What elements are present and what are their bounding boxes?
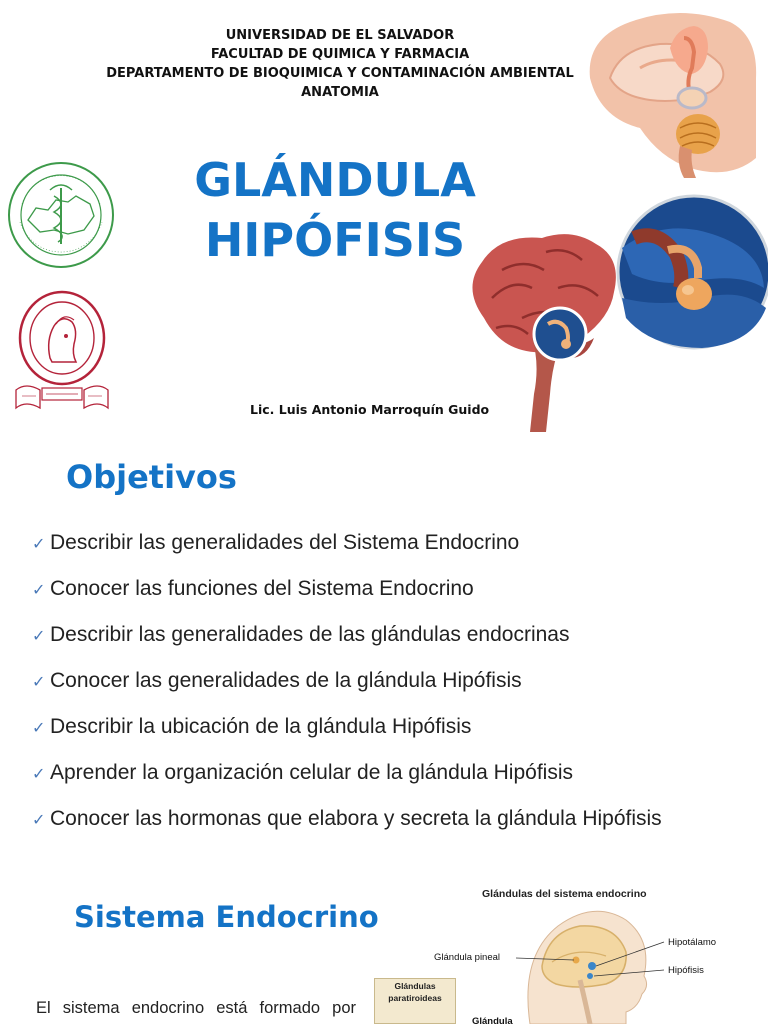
- list-item: [32, 566, 662, 612]
- list-item: [32, 750, 662, 796]
- objectives-title: Objetivos: [66, 458, 237, 496]
- endocrine-title: Sistema Endocrino: [74, 900, 379, 934]
- objective-text: Describir las generalidades del Sistema Endocrino: [50, 531, 520, 554]
- label-hipotalamo: Hipotálamo: [668, 937, 717, 948]
- paratiroideas-box: [374, 978, 456, 1024]
- objectives-list: [32, 520, 662, 842]
- checkmark-icon: ✓: [32, 763, 46, 783]
- objectives-slide: [0, 432, 768, 864]
- list-item: [32, 520, 662, 566]
- institution-header: [90, 26, 590, 102]
- objective-text: Conocer las hormonas que elabora y secreta la glándula Hipófisis: [50, 807, 662, 830]
- label-glandula: Glándula: [472, 1016, 513, 1024]
- label-paratiroideas-line2: paratiroideas: [388, 993, 442, 1003]
- brain-sagittal-icon: [580, 8, 758, 180]
- header-line-faculty: FACULTAD DE QUIMICA Y FARMACIA: [210, 47, 470, 62]
- checkmark-icon: ✓: [32, 625, 46, 645]
- checkmark-icon: ✓: [32, 717, 46, 737]
- figure-title: Glándulas del sistema endocrino: [482, 888, 647, 900]
- header-line-subject: ANATOMIA: [301, 85, 379, 100]
- objective-text: Conocer las generalidades de la glándula Hipófisis: [50, 669, 522, 692]
- list-item: [32, 796, 662, 842]
- checkmark-icon: ✓: [32, 809, 46, 829]
- objective-text: Describir las generalidades de las glándulas endocrinas: [50, 623, 570, 646]
- title-slide: [0, 0, 768, 432]
- title-line-1: GLÁNDULA: [194, 153, 476, 207]
- checkmark-icon: ✓: [32, 533, 46, 553]
- author-name: Lic. Luis Antonio Marroquín Guido: [250, 402, 490, 417]
- objective-text: Aprender la organización celular de la glándula Hipófisis: [50, 761, 573, 784]
- objective-text: Conocer las funciones del Sistema Endocrino: [50, 577, 474, 600]
- endocrine-body-text: El sistema endocrino está formado por: [36, 999, 356, 1017]
- checkmark-icon: ✓: [32, 579, 46, 599]
- objective-text: Describir la ubicación de la glándula Hipófisis: [50, 715, 472, 738]
- list-item: [32, 658, 662, 704]
- list-item: [32, 704, 662, 750]
- title-line-2: HIPÓFISIS: [204, 213, 466, 267]
- header-line-university: UNIVERSIDAD DE EL SALVADOR: [225, 28, 455, 43]
- checkmark-icon: ✓: [32, 671, 46, 691]
- faculty-seal-icon: [6, 160, 116, 270]
- header-line-department: DEPARTAMENTO DE BIOQUIMICA Y CONTAMINACIÓN AMBIENTAL: [106, 66, 574, 81]
- endocrine-system-slide: [0, 864, 768, 1024]
- slide-title: [160, 150, 510, 270]
- label-pineal: Glándula pineal: [434, 952, 501, 963]
- university-seal-icon: [12, 290, 112, 418]
- brain-pituitary-icon: [462, 188, 768, 432]
- label-hipofisis: Hipófisis: [668, 965, 704, 976]
- list-item: [32, 612, 662, 658]
- label-paratiroideas-line1: Glándulas: [394, 981, 436, 991]
